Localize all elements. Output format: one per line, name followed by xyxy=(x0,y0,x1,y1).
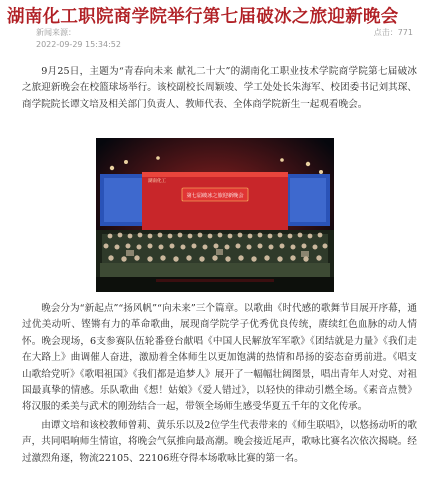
stage-logo: 湖南化工 xyxy=(148,179,166,184)
views-label: 点击： xyxy=(373,28,398,37)
crowd xyxy=(96,230,334,292)
views-count: 771 xyxy=(397,28,413,37)
article-paragraph-3: 由谭文培和该校教师曾莉、黄乐乐以及2位学生代表带来的《师生联唱》，以悠扬动听的歌声，共同唱响师生情谊，将晚会气氛推向最高潮。晚会接近尾声，歌咏比赛名次依次揭晓。经过激烈角逐，物流22105、22106班夺得本场歌咏比赛的第一名。 xyxy=(22,420,417,464)
article-title: 湖南化工职院商学院举行第七届破冰之旅迎新晚会 xyxy=(7,7,399,27)
article-paragraph-1: 9月25日，主题为“青春向未来 献礼二十大”的湖南化工职业技术学院商学院第七届破冰之旅迎新晚会在校篮球场举行。该校副校长周颖竣、学工处处长朱海军、校团委书记刘其琛、商学院院长谭文培及相关部门负责人、教师代表、全体商学院新生一起观看晚会。 xyxy=(22,66,417,110)
article-source: 新闻来源： xyxy=(36,28,76,37)
event-photo xyxy=(96,138,334,292)
article-meta xyxy=(36,27,121,51)
event-photo-drawing xyxy=(96,138,334,292)
article-views xyxy=(374,27,413,38)
article-paragraph-2: 晚会分为“新起点”“扬风帆”“向未来”三个篇章。以歌曲《时代感的歌舞节目展开序幕，通过优美动听、铿锵有力的革命歌曲，展现商学院学子优秀优良传统，赓续红色血脉的动人情怀。晚会现场，6支参赛队伍轮番登台献唱《中国人民解放军军歌》《团结就是力量》《我们走在大路上》曲调催人奋进，激励着全体师生以更加饱满的热情和昂扬的姿态奋勇前进。《唱支山歌给党听》《歌唱祖国》《我们都是追梦人》展开了一幅幅壮阔图景，唱出青年人对党、对祖国最真挚的情感。乐队歌曲《想！姑娘》《爱人错过》，以轻快的律动引燃全场。《素音点赞》将汉服的柔美与武术的刚劲结合一起，带领全场师生感受华夏五千年的文化传承。 xyxy=(22,303,417,413)
stage-banner-text: 第七届破冰之旅迎新晚会 xyxy=(186,193,244,199)
article-date: 2022-09-29 15:34:52 xyxy=(36,40,121,49)
